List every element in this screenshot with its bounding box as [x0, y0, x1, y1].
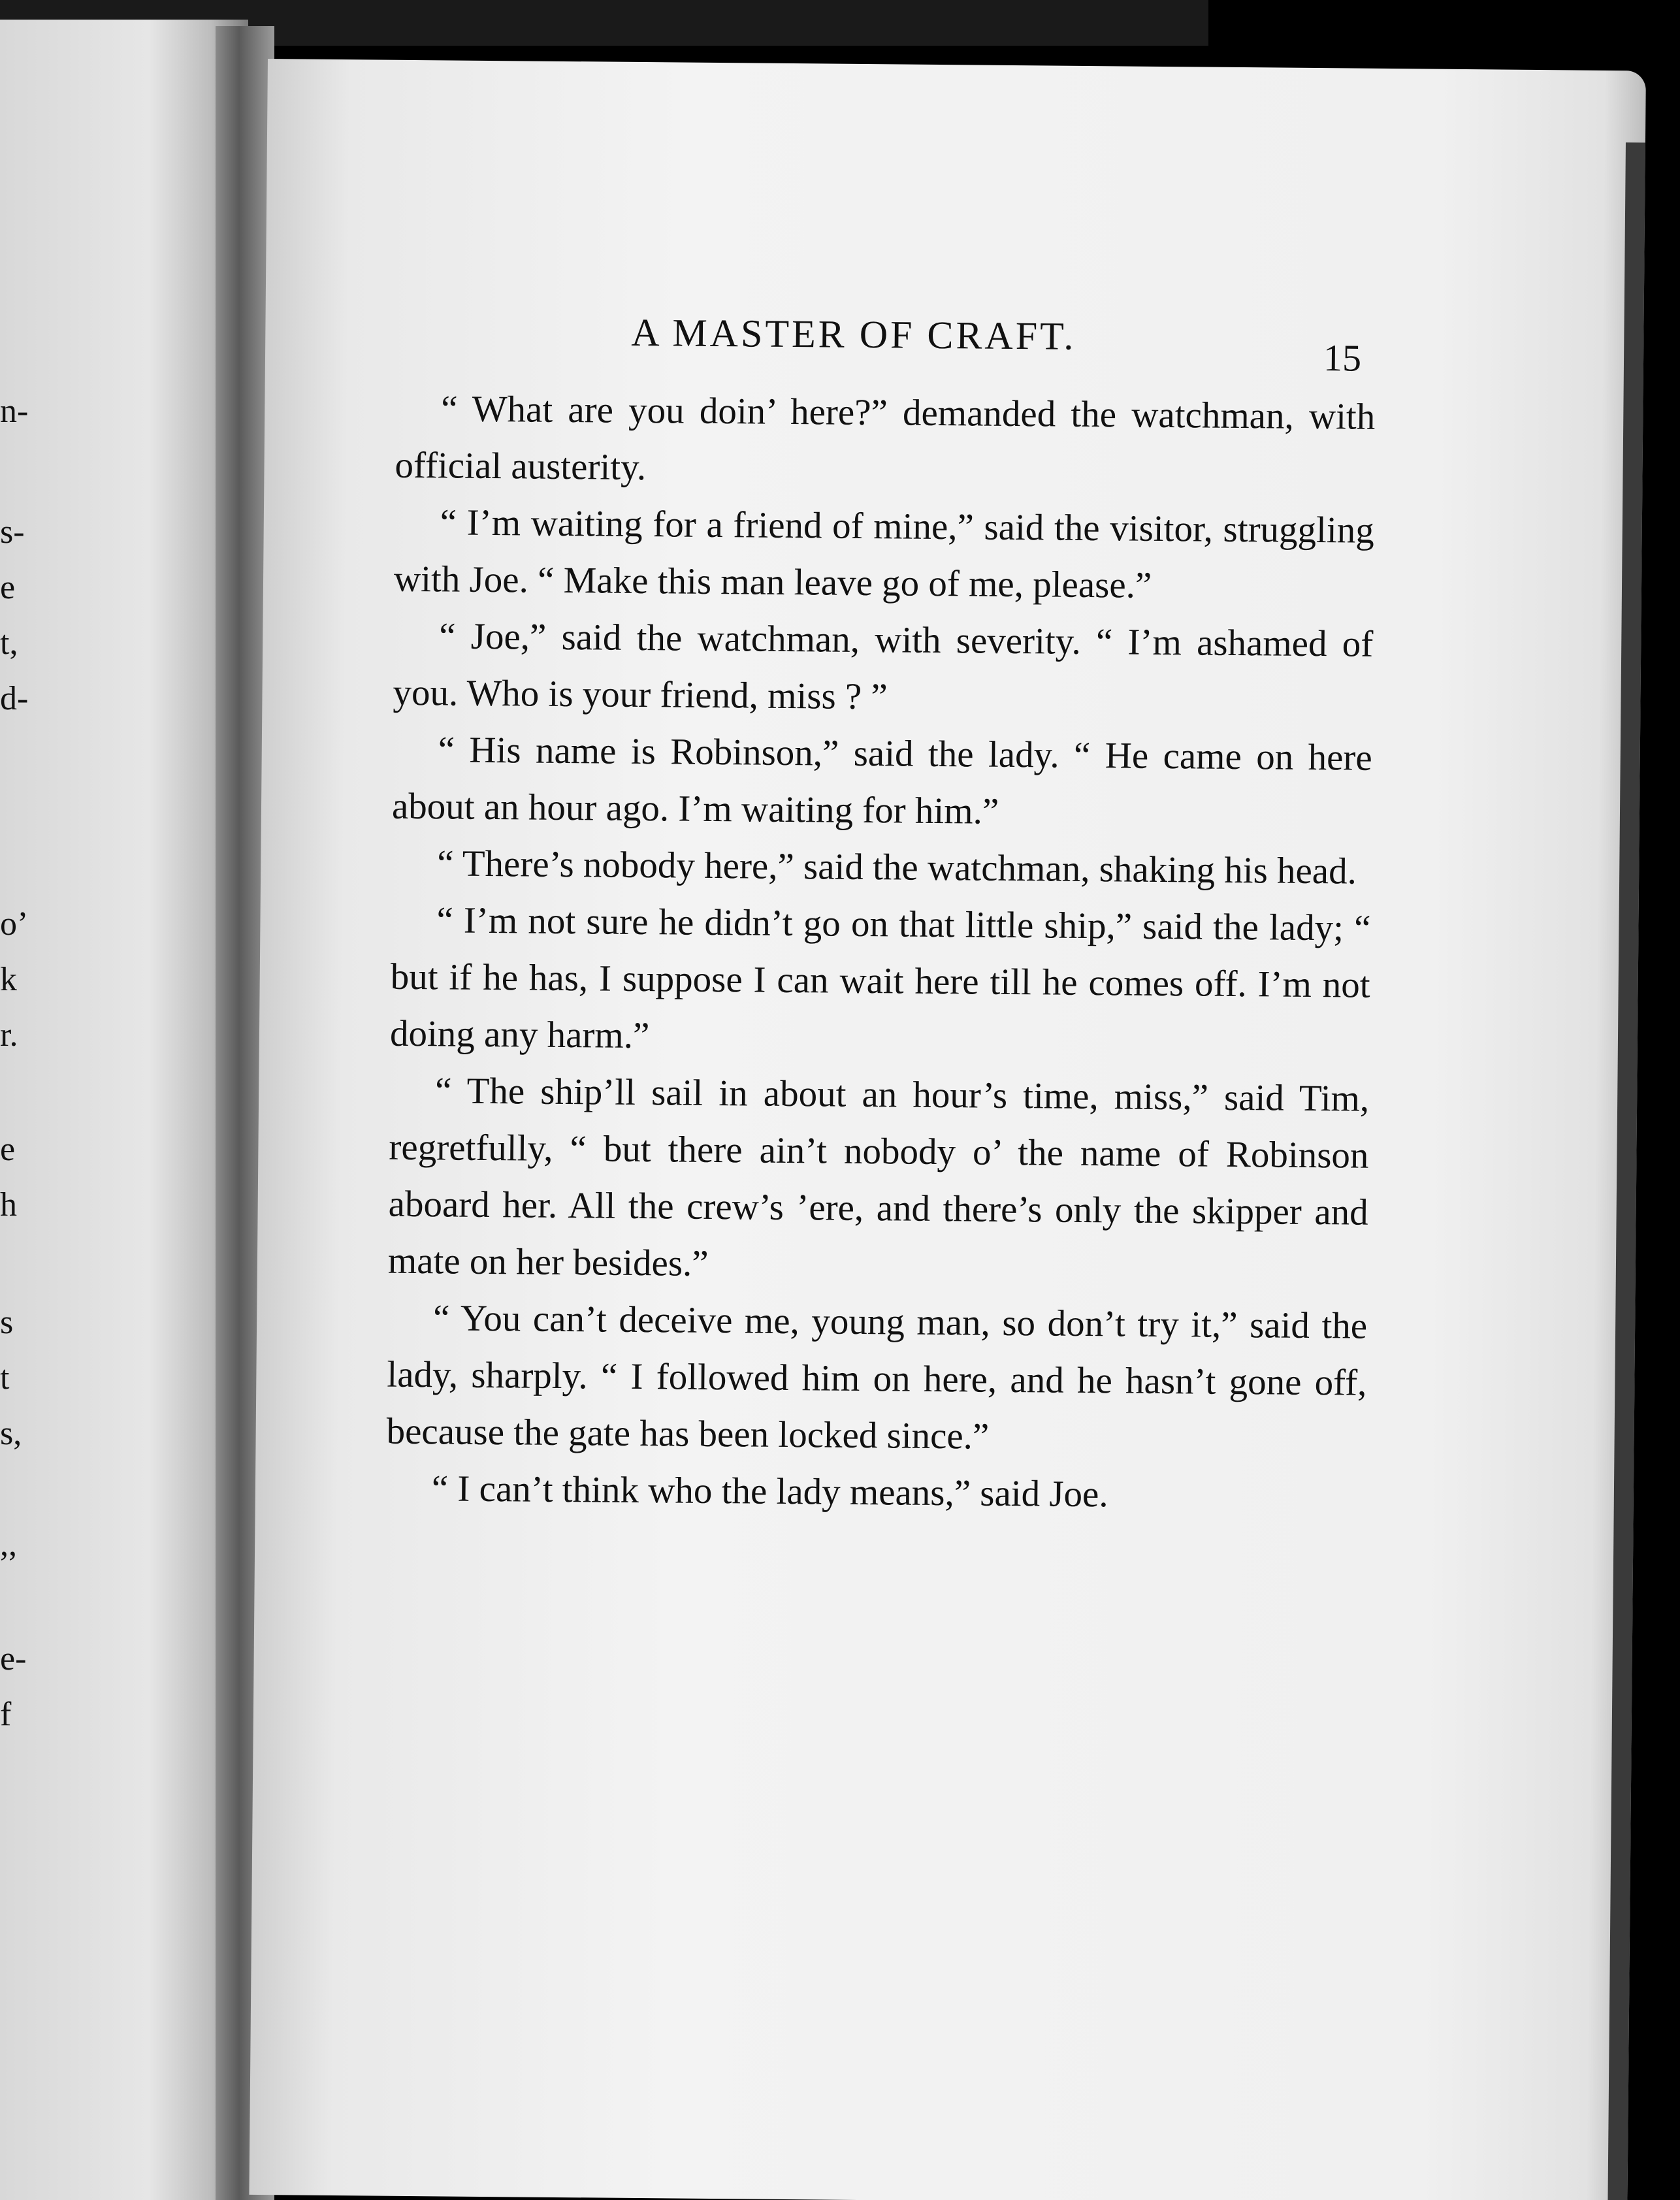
- paragraph: “ What are you doin’ here?” demanded the watchman, with official austerity.: [395, 388, 1376, 489]
- left-fragment: e-: [0, 1640, 27, 1677]
- page-edge-shadow: [1607, 142, 1645, 2200]
- paragraph: “ I can’t think who the lady means,” said Joe.: [431, 1468, 1108, 1515]
- left-fragment: ,,: [0, 1526, 17, 1563]
- paragraph: “ The ship’ll sail in about an hour’s time, miss,” said Tim, regretfully, “ but there ain’t nobody o’ the name of Robinson aboard her. All the crew’s ’ere, and there’s only the skipper and mate on her besides.”: [387, 1070, 1370, 1284]
- page-number: 15: [1323, 336, 1362, 380]
- left-fragment: e: [0, 1131, 16, 1168]
- left-fragment: f: [0, 1696, 12, 1733]
- paragraph: “ I’m waiting for a friend of mine,” said the visitor, struggling with Joe. “ Make this man leave go of me, please.”: [393, 502, 1375, 606]
- left-fragment: t,: [0, 624, 18, 662]
- paragraph: “ You can’t deceive me, young man, so don’t try it,” said the lady, sharply. “ I followed him on here, and he hasn’t gone off, because the gate has been locked since.”: [386, 1297, 1368, 1457]
- left-fragment: t: [0, 1359, 10, 1397]
- running-head: A MASTER OF CRAFT.: [631, 310, 1076, 358]
- left-fragment: h: [0, 1186, 17, 1223]
- paragraph: “ His name is Robinson,” said the lady. “ He came on here about an hour ago. I’m waiting for him.”: [391, 729, 1372, 832]
- left-fragment: k: [0, 961, 17, 998]
- body-text: [386, 380, 1376, 1525]
- left-facing-page: [0, 20, 248, 2200]
- left-fragment: o’: [0, 905, 29, 943]
- paragraph: “ I’m not sure he didn’t go on that little ship,” said the lady; “ but if he has, I suppose I can wait here till he comes off. I’m not doing any harm.”: [389, 899, 1371, 1057]
- left-fragment: s,: [0, 1415, 22, 1452]
- paragraph: “ There’s nobody here,” said the watchman, shaking his head.: [436, 843, 1357, 892]
- left-fragment: r.: [0, 1016, 18, 1054]
- left-fragment: s: [0, 1304, 14, 1341]
- right-page: [249, 59, 1645, 2200]
- left-fragment: e: [0, 569, 16, 606]
- left-fragment: d-: [0, 680, 29, 717]
- left-fragment: s-: [0, 513, 25, 551]
- left-fragment: n-: [0, 393, 29, 430]
- paragraph: “ Joe,” said the watchman, with severity. “ I’m ashamed of you. Who is your friend, miss ? ”: [393, 615, 1374, 718]
